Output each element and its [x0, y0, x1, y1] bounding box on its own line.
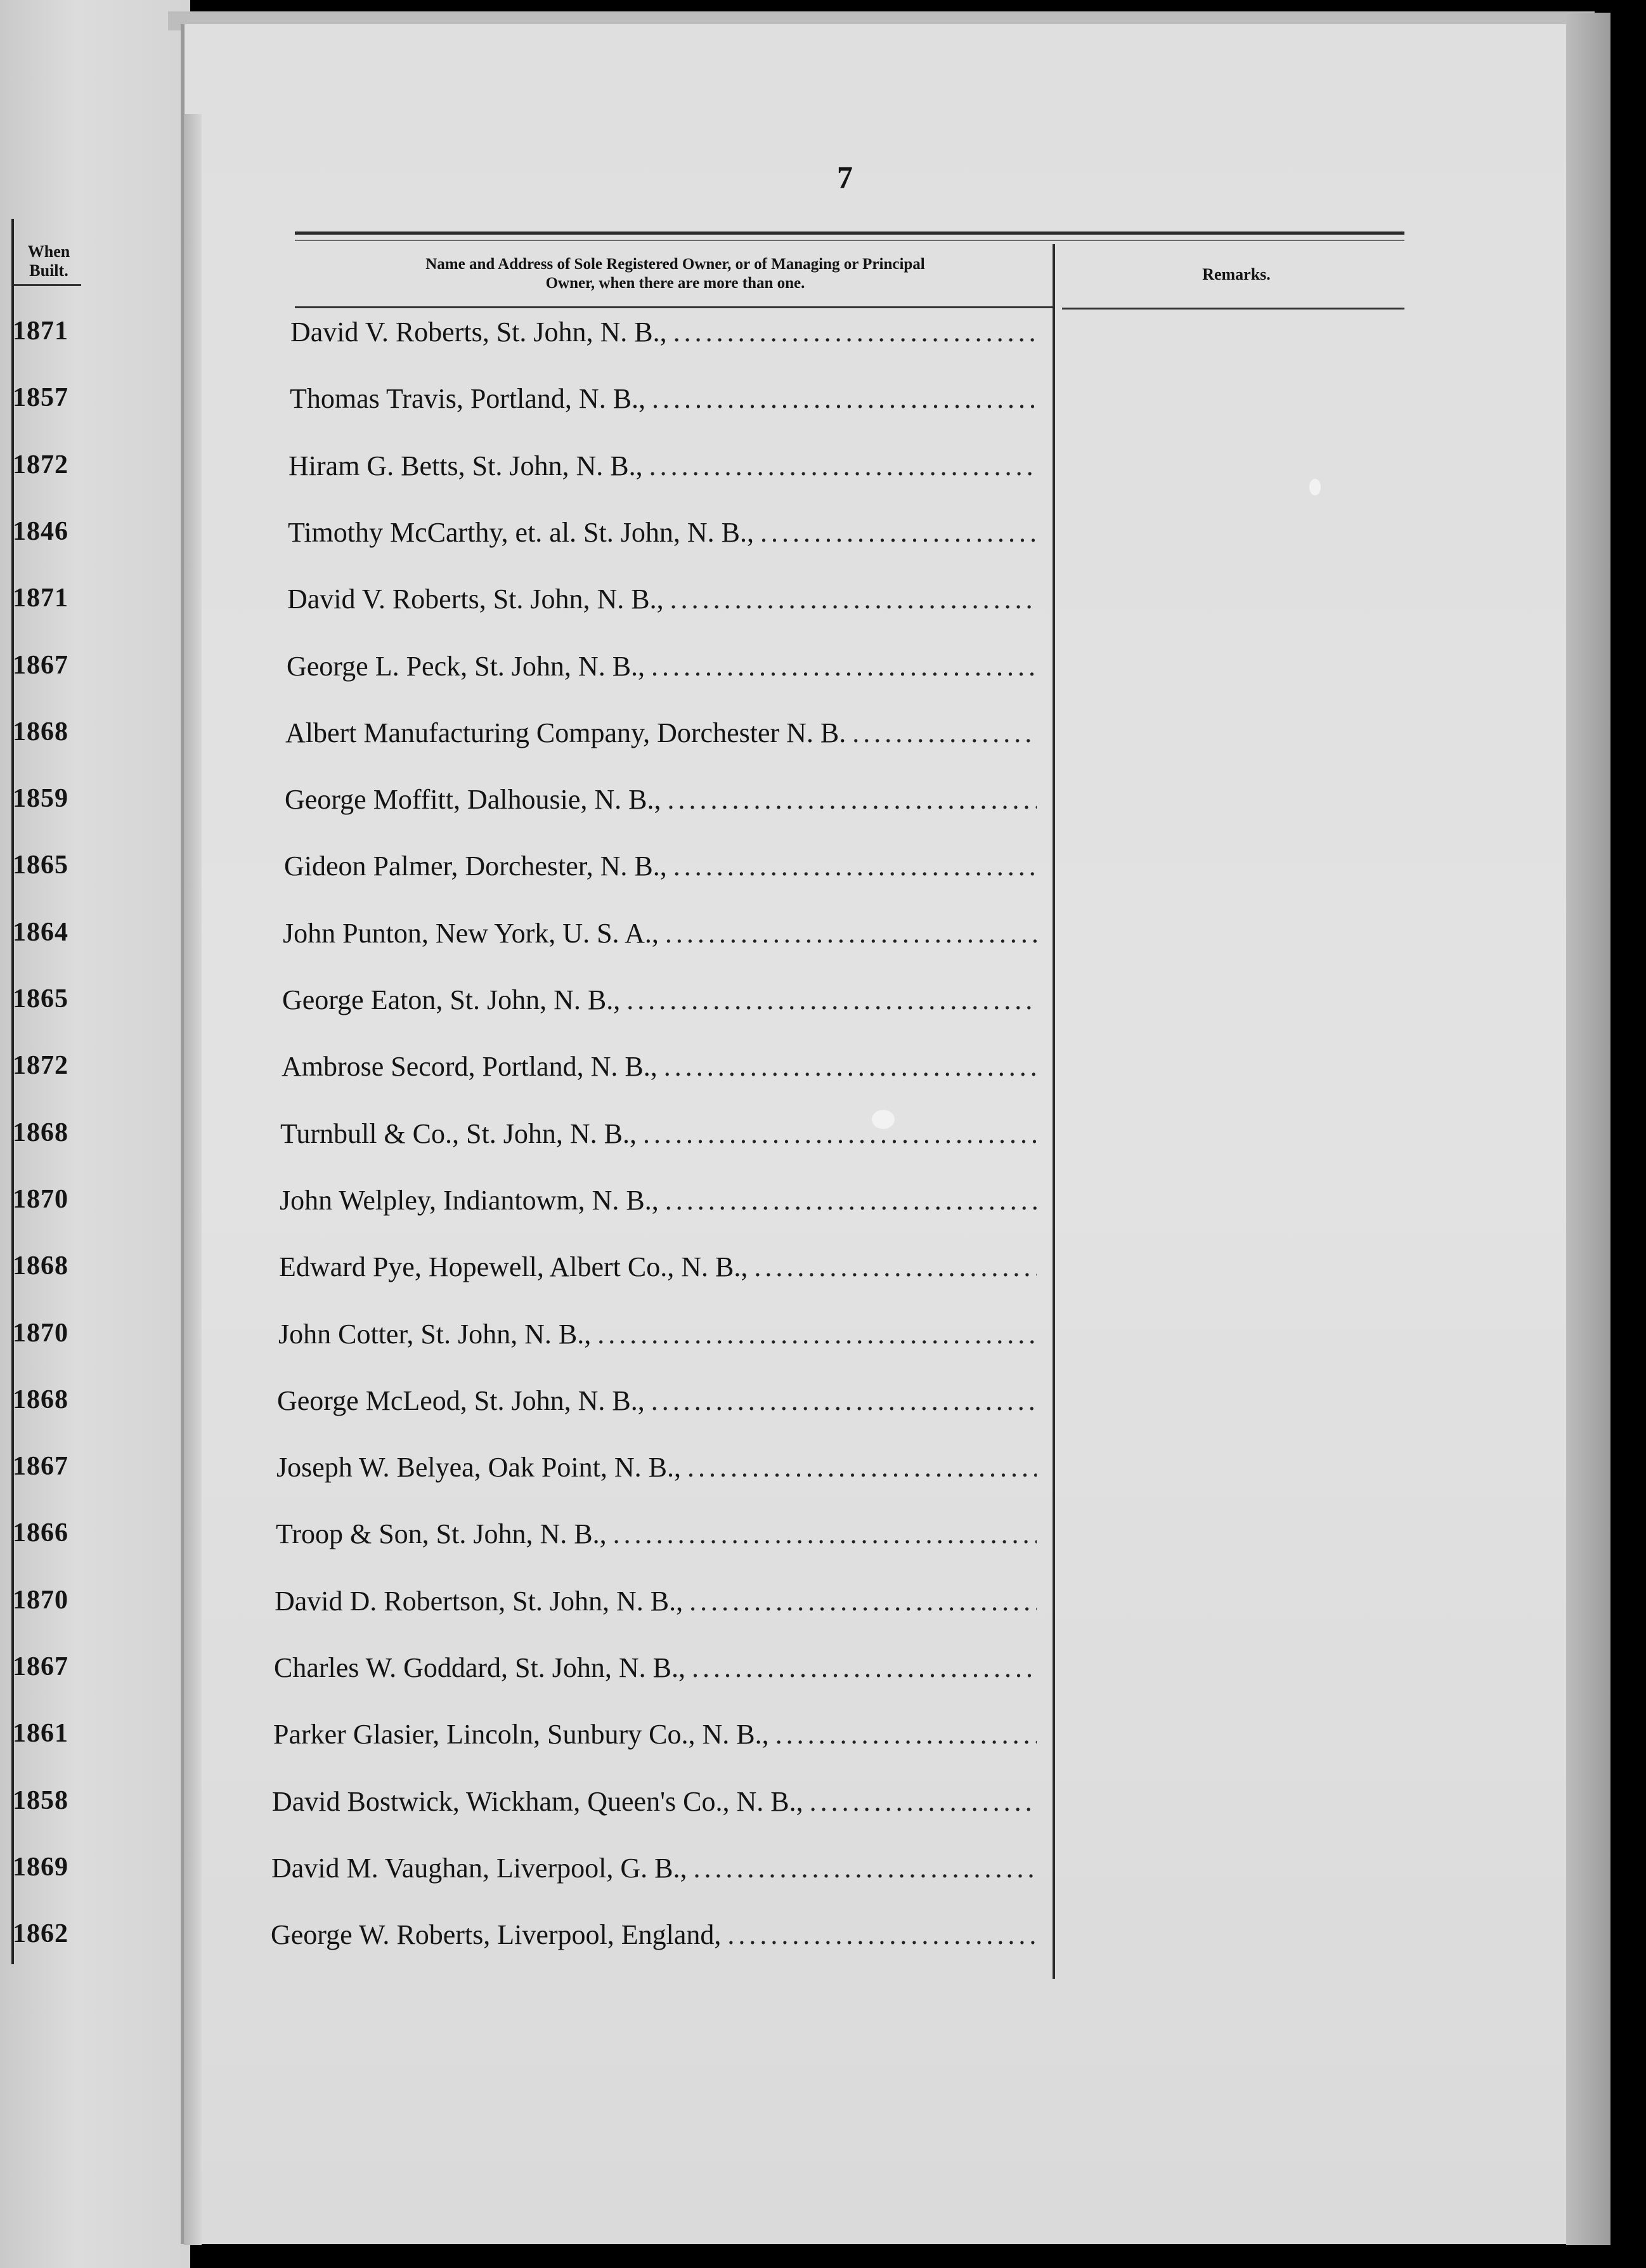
leader-dots — [597, 1318, 1037, 1350]
owner-name: David M. Vaughan, Liverpool, G. B., — [271, 1853, 687, 1884]
owner-cell — [280, 1118, 1037, 1150]
owner-cell — [285, 717, 1037, 749]
owner-cell — [285, 783, 1037, 816]
year-cell: 1868 — [13, 1118, 68, 1147]
year-cell: 1870 — [13, 1185, 68, 1214]
year-cell: 1872 — [13, 450, 68, 479]
year-cell: 1872 — [13, 1051, 68, 1080]
top-rule-thin — [295, 240, 1404, 241]
owner-name: George Eaton, St. John, N. B., — [282, 984, 621, 1015]
leader-dots — [775, 1718, 1037, 1750]
owner-cell — [282, 984, 1037, 1016]
owner-name: David Bostwick, Wickham, Queen's Co., N. B., — [272, 1786, 803, 1817]
when-built-header — [14, 242, 84, 280]
year-cell: 1846 — [13, 517, 68, 546]
owner-name: Parker Glasier, Lincoln, Sunbury Co., N. B., — [273, 1719, 769, 1750]
leader-dots — [643, 1118, 1037, 1150]
owner-cell — [276, 1518, 1037, 1550]
year-cell: 1859 — [13, 784, 68, 813]
when-built-header-line1: When — [27, 242, 70, 261]
owner-cell — [287, 583, 1037, 615]
leader-dots — [754, 1251, 1037, 1283]
owner-name: Hiram G. Betts, St. John, N. B., — [288, 450, 643, 481]
year-cell: 1866 — [13, 1518, 68, 1548]
owner-name: David V. Roberts, St. John, N. B., — [290, 316, 667, 348]
owner-cell — [276, 1451, 1037, 1483]
owner-cell — [277, 1385, 1037, 1417]
leader-dots — [626, 984, 1037, 1016]
leader-dots — [689, 1585, 1037, 1617]
leader-dots — [810, 1785, 1037, 1818]
owner-header-line2: Owner, when there are more than one. — [545, 275, 805, 292]
owner-name: Gideon Palmer, Dorchester, N. B., — [284, 850, 667, 882]
year-cell: 1858 — [13, 1786, 68, 1815]
year-cell: 1868 — [13, 1385, 68, 1414]
leader-dots — [760, 516, 1037, 549]
owner-cell — [284, 850, 1037, 882]
owner-name: Ambrose Secord, Portland, N. B., — [282, 1051, 658, 1082]
owner-name: John Welpley, Indiantowm, N. B., — [280, 1185, 659, 1216]
year-cell: 1867 — [13, 1652, 68, 1681]
owner-name: George Moffitt, Dalhousie, N. B., — [285, 784, 661, 815]
owner-cell — [278, 1318, 1037, 1350]
owner-cell — [271, 1919, 1037, 1951]
year-cell: 1871 — [13, 583, 68, 613]
owner-name: George W. Roberts, Liverpool, England, — [271, 1919, 722, 1950]
owner-cell — [274, 1652, 1037, 1684]
owner-cell — [282, 1050, 1037, 1083]
year-cell: 1865 — [13, 984, 68, 1013]
owner-cell — [290, 382, 1037, 415]
when-built-header-line2: Built. — [29, 261, 68, 280]
owner-name: Charles W. Goddard, St. John, N. B., — [274, 1652, 685, 1683]
owner-name: Albert Manufacturing Company, Dorchester N. B. — [285, 717, 846, 748]
leader-dots — [665, 1184, 1037, 1216]
binding-shadow — [184, 114, 202, 2245]
leader-dots — [693, 1852, 1037, 1884]
leader-dots — [687, 1451, 1037, 1483]
year-cell: 1862 — [13, 1919, 68, 1948]
page-number: 7 — [837, 159, 853, 195]
owner-column-header — [298, 255, 1053, 293]
leader-dots — [673, 850, 1037, 882]
owner-cell — [288, 516, 1037, 549]
leader-dots — [670, 583, 1037, 615]
leader-dots — [649, 450, 1037, 482]
year-column-border — [11, 219, 14, 1964]
remarks-column-header: Remarks. — [1202, 265, 1271, 284]
owner-name: Troop & Son, St. John, N. B., — [276, 1518, 607, 1549]
leader-dots — [613, 1518, 1037, 1550]
year-cell: 1871 — [13, 316, 68, 346]
year-cell: 1857 — [13, 383, 68, 412]
owner-name: David D. Robertson, St. John, N. B., — [275, 1586, 684, 1617]
top-rule — [295, 231, 1404, 235]
owner-cell — [287, 650, 1037, 682]
owner-column-border — [1053, 244, 1055, 1979]
owner-name: Timothy McCarthy, et. al. St. John, N. B., — [288, 517, 755, 548]
owner-cell — [275, 1585, 1037, 1617]
owner-cell — [279, 1251, 1037, 1283]
owner-cell — [283, 917, 1037, 949]
year-cell: 1868 — [13, 717, 68, 746]
paper-blemish — [1309, 479, 1321, 495]
year-cell: 1867 — [13, 651, 68, 680]
year-cell: 1867 — [13, 1452, 68, 1481]
owner-name: John Punton, New York, U. S. A., — [283, 918, 659, 949]
owner-header-line1: Name and Address of Sole Registered Owner, or of Managing or Principal — [425, 256, 925, 273]
year-cell: 1868 — [13, 1251, 68, 1281]
leader-dots — [727, 1919, 1037, 1951]
owner-name: Turnbull & Co., St. John, N. B., — [280, 1118, 637, 1149]
year-cell: 1861 — [13, 1719, 68, 1748]
owner-name: Joseph W. Belyea, Oak Point, N. B., — [276, 1452, 681, 1483]
owner-cell — [290, 316, 1037, 348]
owner-name: Edward Pye, Hopewell, Albert Co., N. B., — [279, 1251, 748, 1282]
owner-cell — [272, 1785, 1037, 1818]
leader-dots — [651, 650, 1037, 682]
owner-name: David V. Roberts, St. John, N. B., — [287, 583, 664, 615]
owner-cell — [288, 450, 1037, 482]
leader-dots — [664, 1050, 1037, 1083]
leader-dots — [692, 1652, 1037, 1684]
remarks-header-rule — [1062, 308, 1404, 310]
year-cell: 1865 — [13, 850, 68, 880]
year-cell: 1870 — [13, 1319, 68, 1348]
leader-dots — [652, 382, 1037, 415]
leader-dots — [665, 917, 1037, 949]
owner-cell — [280, 1184, 1037, 1216]
owner-name: John Cotter, St. John, N. B., — [278, 1319, 592, 1350]
leader-dots — [673, 316, 1037, 348]
owner-cell — [273, 1718, 1037, 1750]
year-cell: 1870 — [13, 1586, 68, 1615]
leader-dots — [852, 717, 1037, 749]
owner-name: George L. Peck, St. John, N. B., — [287, 651, 645, 682]
owner-header-rule — [295, 306, 1053, 308]
year-cell: 1869 — [13, 1853, 68, 1882]
when-built-header-rule — [13, 284, 81, 286]
owner-name: George McLeod, St. John, N. B., — [277, 1385, 645, 1416]
leader-dots — [651, 1385, 1037, 1417]
year-cell: 1864 — [13, 918, 68, 947]
owner-name: Thomas Travis, Portland, N. B., — [290, 383, 646, 414]
leader-dots — [668, 783, 1037, 816]
owner-cell — [271, 1852, 1037, 1884]
page-right-edge — [1566, 13, 1610, 2245]
